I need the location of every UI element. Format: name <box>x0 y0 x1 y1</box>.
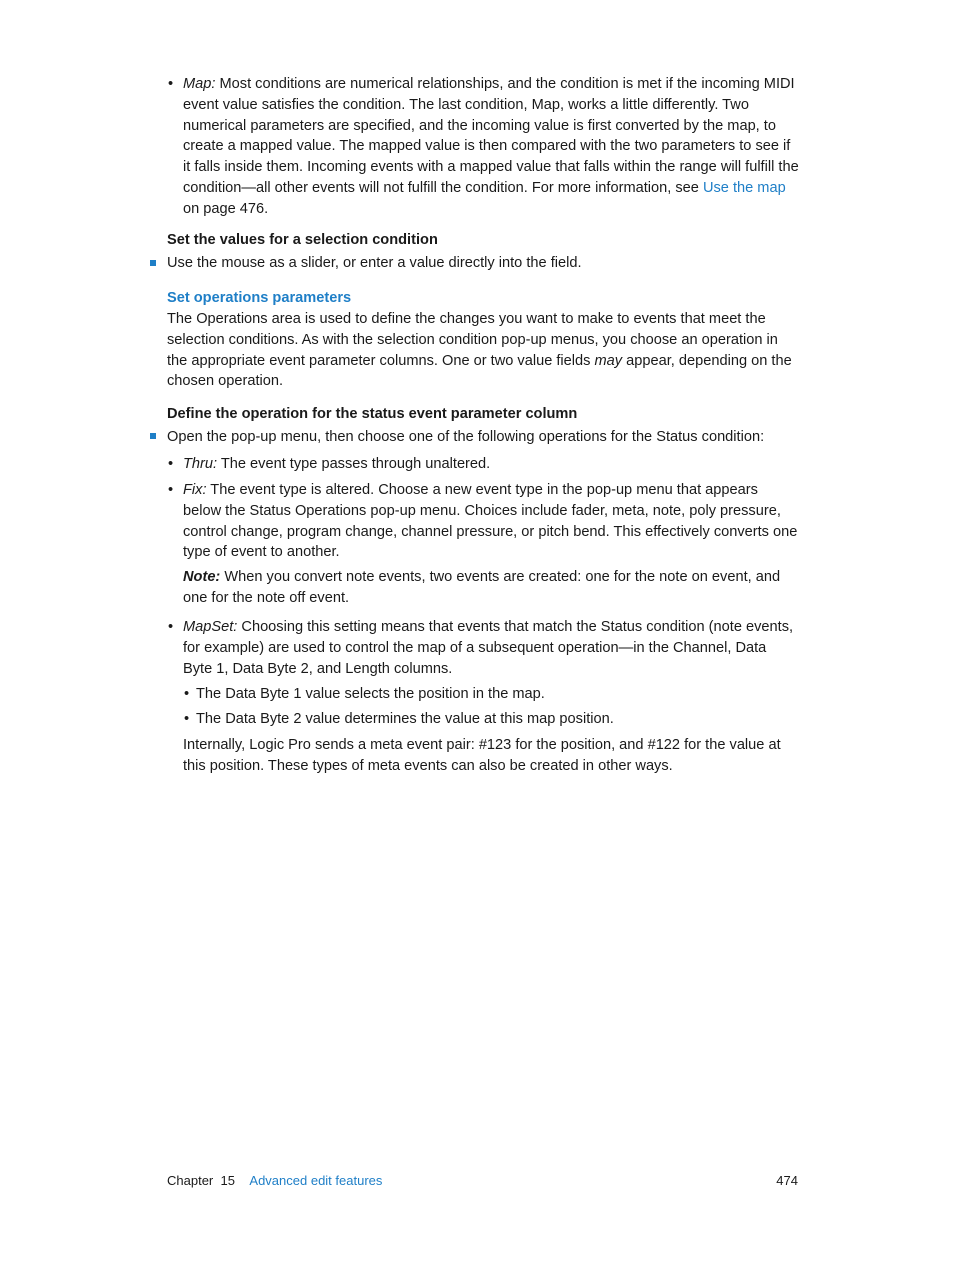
thru-label: Thru: <box>183 456 218 472</box>
thru-text: The event type passes through unaltered. <box>217 456 491 472</box>
fix-bullet <box>183 480 799 563</box>
mapset-label: MapSet: <box>183 619 238 635</box>
map-text: Most conditions are numerical relationships, and the condition is met if the incoming MIDI event value satisfies the condition. The last condition, Map, works a little differently. Two numerical parameters are specified, and the incoming value is first converted by the map, to create a mapped value. The mapped value is then compared with the two parameters to see if it falls inside them. Incoming events with a mapped value that falls within the range will fulfill the condition—all other events will not fulfill the condition. For more information, see <box>183 76 799 196</box>
step-square-icon <box>150 433 156 439</box>
mapset-text: Choosing this setting means that events that match the Status condition (note events, for example) are used to control the map of a subsequent operation—in the Channel, Data Byte 1, Data Byte 2, and Length columns. <box>183 619 794 677</box>
bullet-marker: • <box>168 76 174 92</box>
footer-chapter <box>167 1173 382 1189</box>
operations-paragraph <box>167 309 799 392</box>
note-label: Note: <box>183 569 221 585</box>
status-heading: Define the operation for the status event parameter column <box>167 406 578 422</box>
selection-step: Use the mouse as a slider, or enter a value directly into the field. <box>167 255 582 271</box>
sub-bullet-marker: • <box>184 686 190 702</box>
operations-heading: Set operations parameters <box>167 290 352 306</box>
selection-heading: Set the values for a selection condition <box>167 232 438 248</box>
fix-label: Fix: <box>183 482 207 498</box>
operations-text: The Operations area is used to define the changes you want to make to events that meet the selection conditions. As with the selection condition pop-up menus, you choose an operation in the appropriate event parameter columns. One or two value fields <box>167 311 778 369</box>
note-text: When you convert note events, two events are created: one for the note on event, and one for the note off event. <box>183 569 781 606</box>
internally-paragraph: Internally, Logic Pro sends a meta event pair: #123 for the position, and #122 for the value at this position. These types of meta events can also be created in other ways. <box>183 737 781 774</box>
bullet-marker: • <box>168 456 174 472</box>
step-square-icon <box>150 260 156 266</box>
operations-em: may <box>594 352 623 369</box>
mapset-bullet <box>183 617 799 679</box>
map-label: Map: <box>183 76 216 92</box>
map-after: on page 476. <box>183 200 269 217</box>
operations-text-after: appear, depending on the chosen operation. <box>167 352 792 390</box>
sub-bullet-marker: • <box>184 711 190 727</box>
use-the-map-link[interactable]: Use the map <box>702 179 786 196</box>
bullet-marker: • <box>168 619 174 635</box>
chapter-title-link[interactable]: Advanced edit features <box>249 1173 383 1188</box>
chapter-number: 15 <box>220 1173 235 1188</box>
sub-bullet-data-byte-1: The Data Byte 1 value selects the position in the map. <box>196 686 545 702</box>
bullet-marker: • <box>168 482 174 498</box>
map-bullet <box>183 74 799 220</box>
note-paragraph <box>183 567 799 609</box>
status-step: Open the pop-up menu, then choose one of the following operations for the Status condition: <box>167 429 765 445</box>
sub-bullet-data-byte-2: The Data Byte 2 value determines the value at this map position. <box>196 711 614 727</box>
thru-bullet <box>183 454 799 475</box>
chapter-label: Chapter <box>167 1173 214 1188</box>
page-number: 474 <box>776 1173 798 1188</box>
fix-text: The event type is altered. Choose a new event type in the pop-up menu that appears below the Status Operations pop-up menu. Choices include fader, meta, note, poly pressure, control change, program change, channel pressure, or pitch bend. This effectively converts one type of event to another. <box>183 482 798 561</box>
